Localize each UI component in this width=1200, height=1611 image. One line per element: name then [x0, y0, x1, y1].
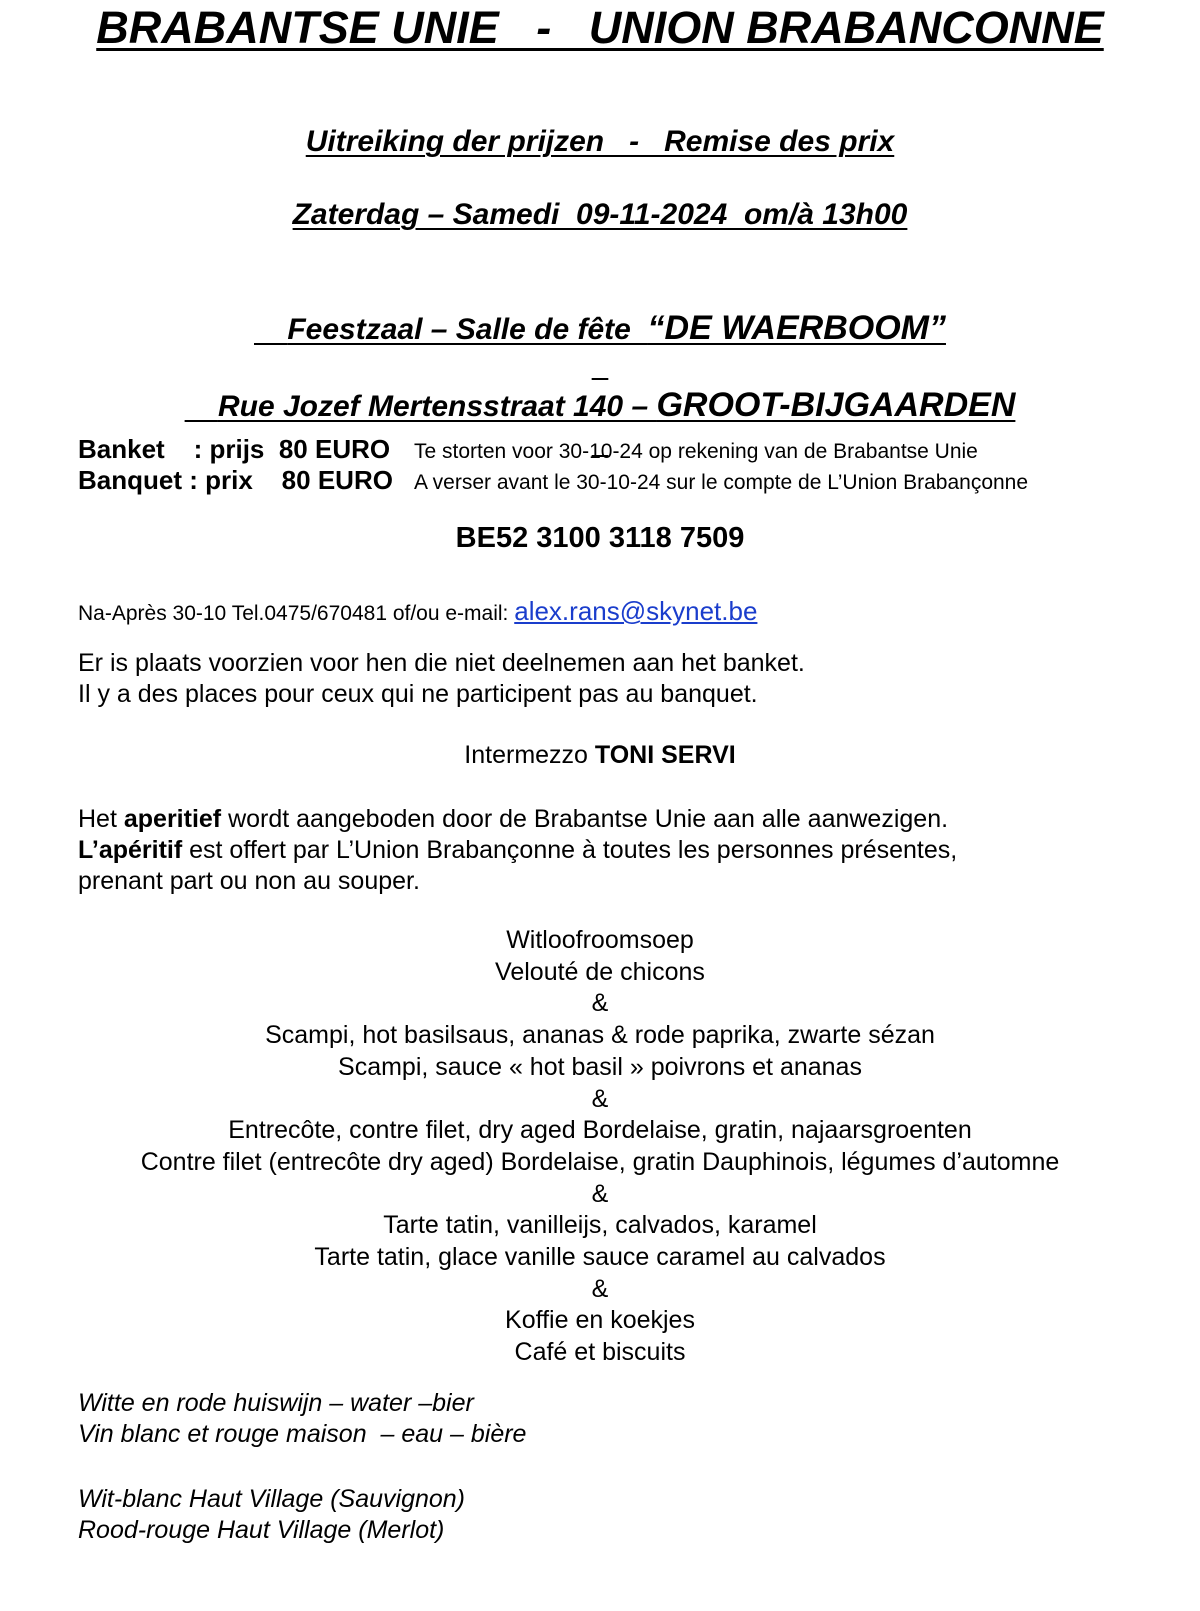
address-street: Rue Jozef Mertensstraat 140 –: [217, 390, 657, 423]
aperitif-nl-pre: Het: [78, 805, 124, 833]
event-subtitle: Uitreiking der prijzen - Remise des prix: [305, 125, 895, 158]
price-label-nl: Banket : prijs 80 EURO: [78, 434, 391, 464]
aperitif-fr: [78, 835, 957, 866]
wine-list: [78, 1484, 465, 1546]
menu-item: Café et biscuits: [514, 1338, 686, 1367]
price-note-fr: A verser avant le 30-10-24 sur le compte de L’Union Brabançonne: [414, 471, 1029, 494]
menu-separator: &: [591, 1179, 609, 1208]
email-link[interactable]: alex.rans@skynet.be: [514, 596, 758, 626]
aperitif-paragraph: [78, 804, 957, 897]
menu-item: Koffie en koekjes: [505, 1306, 695, 1335]
intermezzo-line: [0, 741, 1200, 770]
iban-number: BE52 3100 3118 7509: [455, 522, 745, 554]
places-fr: Il y a des places pour ceux qui ne participent pas au banquet.: [78, 680, 758, 708]
menu-item: Velouté de chicons: [495, 957, 705, 986]
contact-line: [78, 596, 757, 627]
wine-red: Rood-rouge Haut Village (Merlot): [78, 1516, 445, 1544]
page-title: BRABANTSE UNIE - UNION BRABANCONNE: [96, 2, 1104, 53]
event-date: Zaterdag – Samedi 09-11-2024 om/à 13h00: [292, 198, 908, 231]
menu-item: Tarte tatin, vanilleijs, calvados, karamel: [383, 1211, 817, 1240]
menu-item: Contre filet (entrecôte dry aged) Bordelaise, gratin Dauphinois, légumes d’automne: [140, 1147, 1060, 1176]
price-row-fr: [78, 465, 1028, 496]
price-row-nl: [78, 434, 978, 465]
places-nl: Er is plaats voorzien voor hen die niet deelnemen aan het banket.: [78, 649, 805, 677]
price-note-nl: Te storten voor 30-10-24 op rekening van de Brabantse Unie: [414, 440, 978, 463]
house-drinks-nl: Witte en rode huiswijn – water –bier: [78, 1389, 474, 1417]
menu-item: Tarte tatin, glace vanille sauce caramel au calvados: [314, 1243, 886, 1272]
places-paragraph: [78, 648, 805, 710]
menu-item: Scampi, hot basilsaus, ananas & rode paprika, zwarte sézan: [265, 1021, 935, 1050]
menu-separator: &: [591, 1084, 609, 1113]
intermezzo-label: Intermezzo: [464, 741, 595, 769]
menu-item: Scampi, sauce « hot basil » poivrons et ananas: [338, 1052, 862, 1081]
menu-separator: &: [591, 989, 609, 1018]
contact-text: Na-Après 30-10 Tel.0475/670481 of/ou e-mail:: [78, 602, 515, 625]
venue-prefix: Feestzaal – Salle de fête: [287, 313, 648, 346]
intermezzo-artist: TONI SERVI: [594, 741, 736, 769]
aperitif-nl: [78, 804, 957, 835]
wine-white: Wit-blanc Haut Village (Sauvignon): [78, 1485, 466, 1513]
house-drinks: [78, 1388, 526, 1450]
aperitif-fr-bold: L’apéritif: [78, 836, 183, 864]
menu-list: [0, 925, 1200, 1369]
address-city: GROOT-BIJGAARDEN: [656, 386, 1016, 424]
aperitif-nl-bold: aperitief: [123, 805, 222, 833]
price-label-fr: Banquet : prix 80 EURO: [78, 465, 393, 495]
menu-separator: &: [591, 1274, 609, 1303]
house-drinks-fr: Vin blanc et rouge maison – eau – bière: [78, 1420, 527, 1448]
aperitif-nl-post: wordt aangeboden door de Brabantse Unie aan alle aanwezigen.: [221, 805, 949, 833]
menu-item: Entrecôte, contre filet, dry aged Bordelaise, gratin, najaarsgroenten: [228, 1116, 972, 1145]
aperitif-fr-line2: prenant part ou non au souper.: [78, 867, 420, 895]
venue-name: “DE WAERBOOM”: [647, 309, 946, 347]
menu-item: Witloofroomsoep: [506, 926, 694, 954]
aperitif-fr-post: est offert par L’Union Brabançonne à toutes les personnes présentes,: [182, 836, 958, 864]
